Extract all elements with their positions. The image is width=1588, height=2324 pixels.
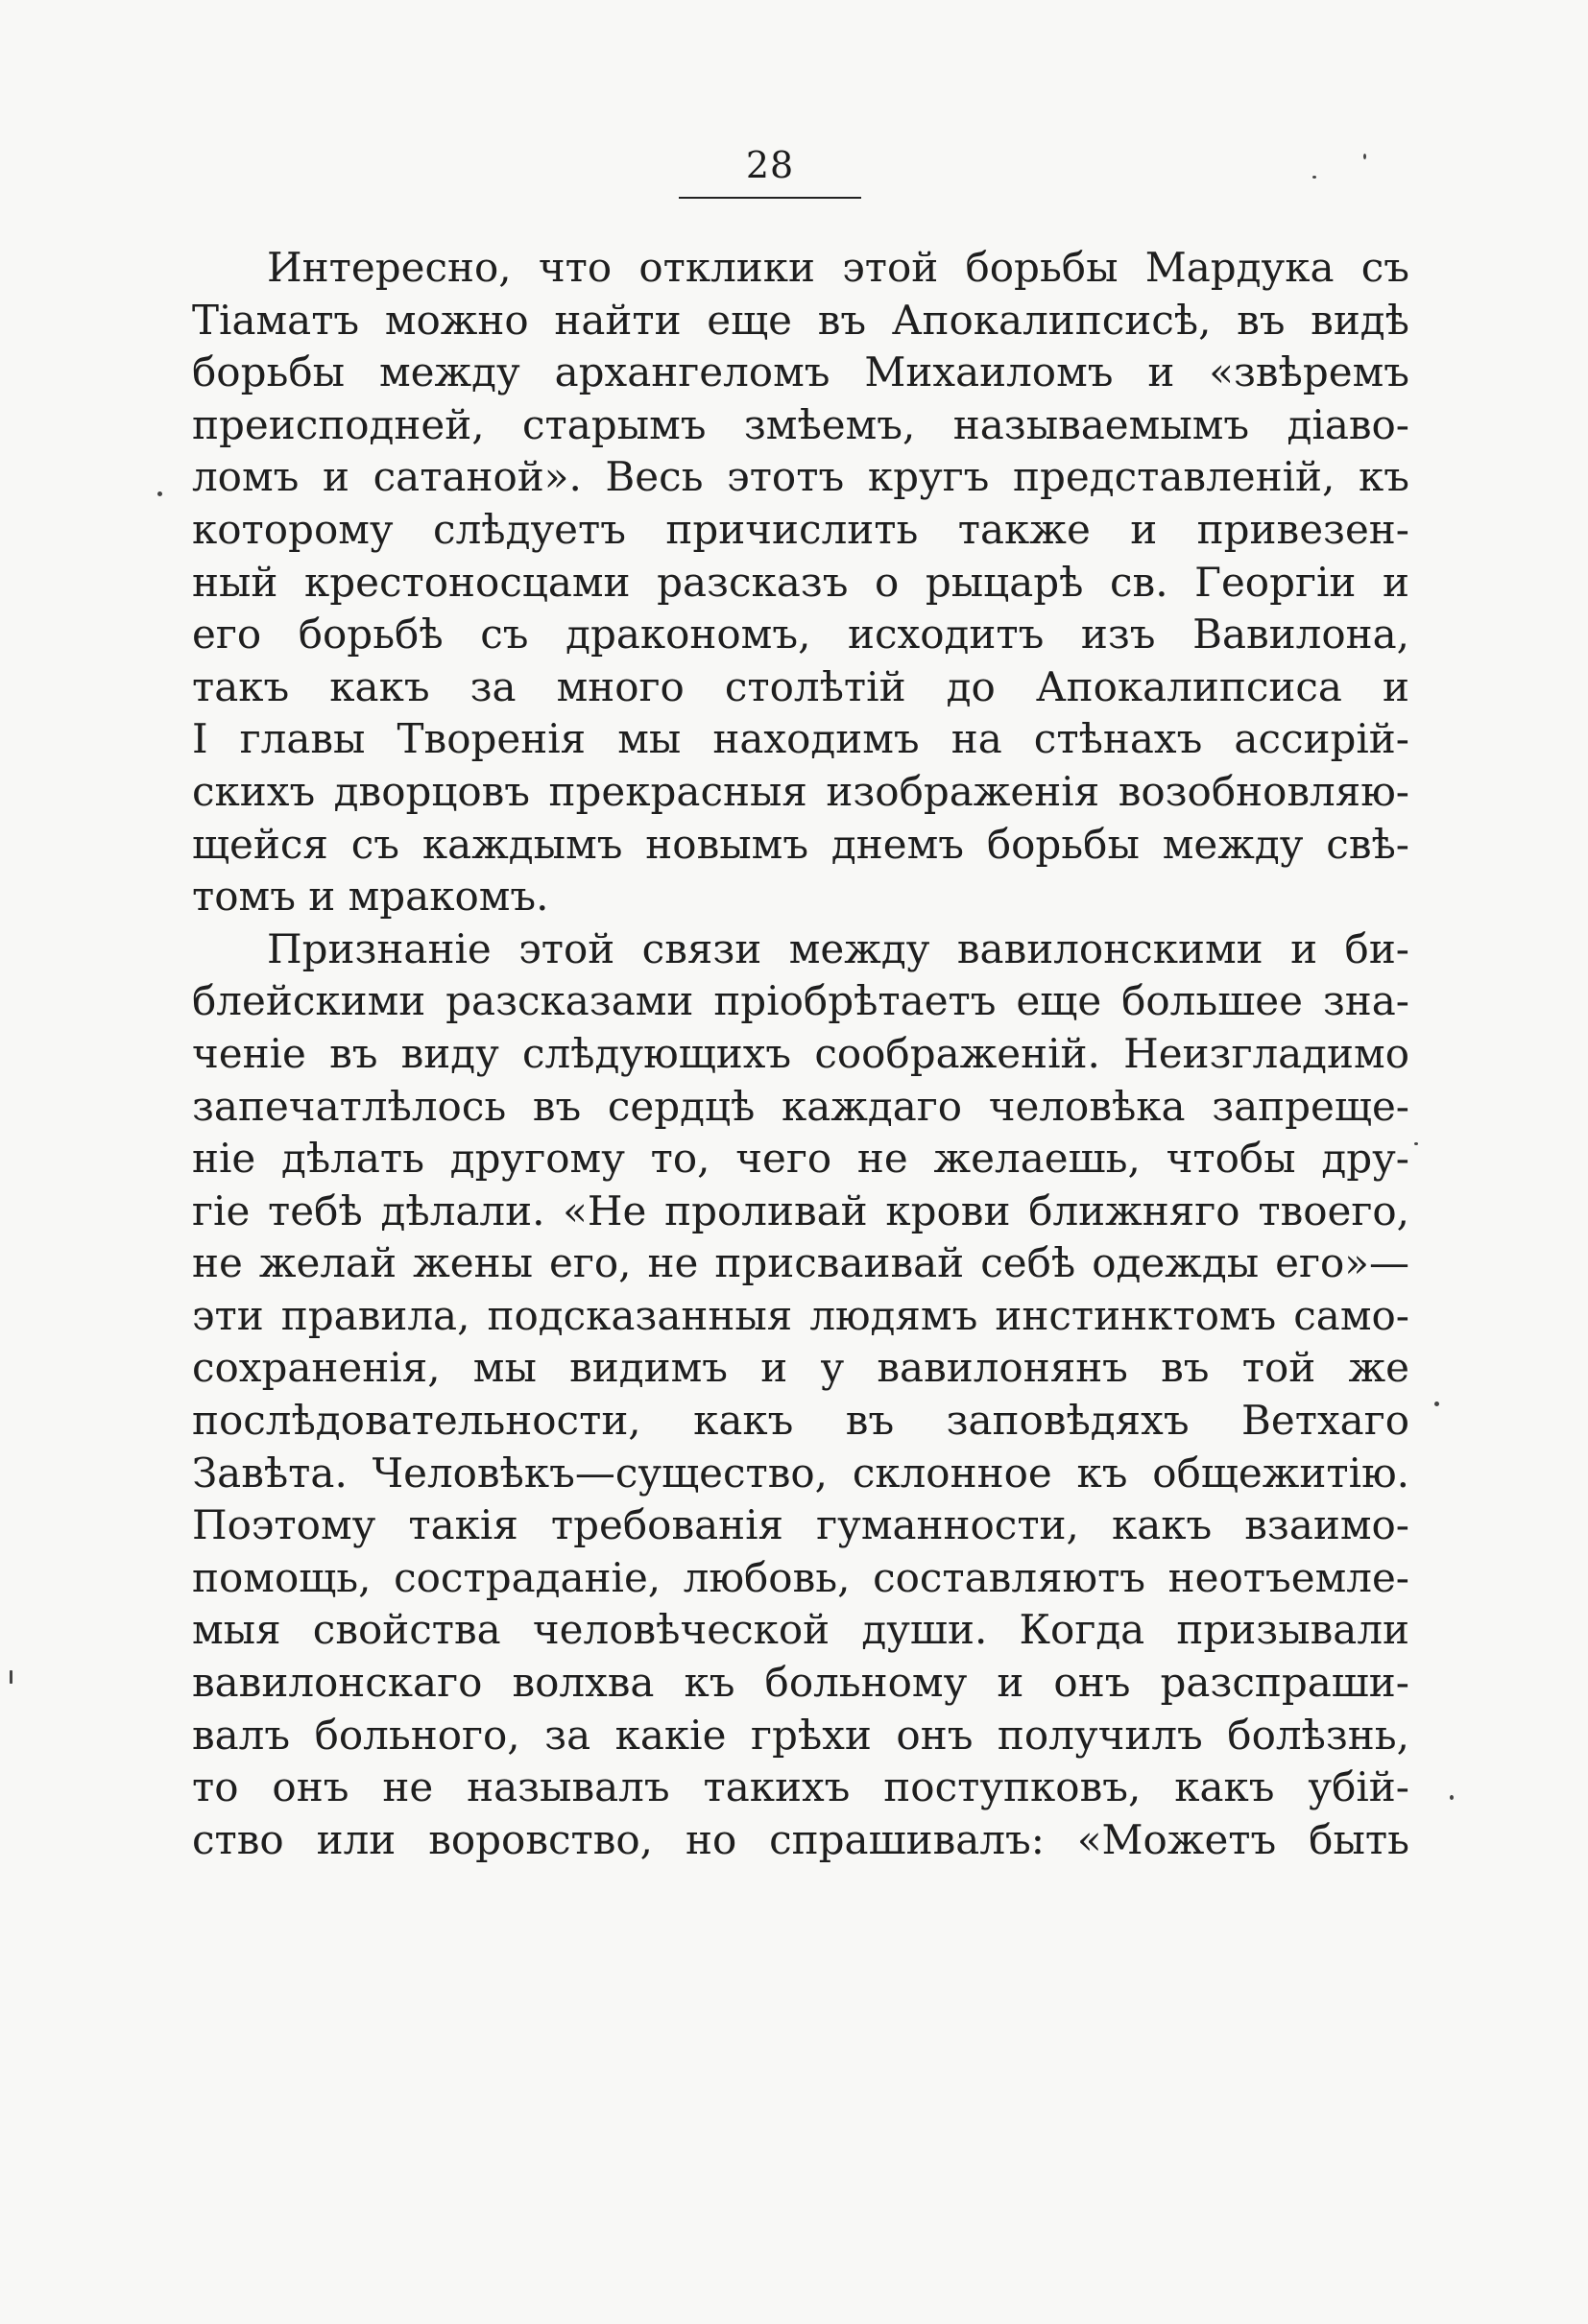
paragraph-1 <box>192 242 1409 923</box>
scan-speck <box>1434 1402 1439 1406</box>
header-rule <box>679 197 861 199</box>
text-line: сохраненія, мы видимъ и у вавилонянъ въ той же <box>192 1344 1409 1392</box>
text-line: которому слѣдуетъ причислить также и привезен- <box>192 505 1409 553</box>
text-line: не желай жены его, не присваивай себѣ одежды его»— <box>192 1239 1409 1287</box>
text-line: помощь, состраданіе, любовь, составляютъ неотъемле- <box>192 1553 1409 1601</box>
text-line: I главы Творенія мы находимъ на стѣнахъ ассирій- <box>192 715 1409 763</box>
text-line: Интересно, что отклики этой борьбы Мардука съ <box>267 244 1409 291</box>
text-line: Завѣта. Человѣкъ—существо, склонное къ общежитію. <box>192 1449 1409 1497</box>
scan-speck <box>1312 176 1316 179</box>
text-line: преисподней, старымъ змѣемъ, называемымъ діаво- <box>192 400 1409 448</box>
text-line: запечатлѣлось въ сердцѣ каждаго человѣка запреще- <box>192 1082 1409 1130</box>
text-line: эти правила, подсказанныя людямъ инстинктомъ само- <box>192 1291 1409 1339</box>
text-line: ный крестоносцами разсказъ о рыцарѣ св. Георгіи и <box>192 558 1409 606</box>
text-line: блейскими разсказами пріобрѣтаетъ еще большее зна- <box>192 977 1409 1025</box>
text-line: такъ какъ за много столѣтій до Апокалипсиса и <box>192 662 1409 710</box>
text-line: ченіе въ виду слѣдующихъ соображеній. Неизгладимо <box>192 1029 1409 1077</box>
text-line: мыя свойства человѣческой души. Когда призывали <box>192 1606 1409 1654</box>
text-line: гіе тебѣ дѣлали. «Не проливай крови ближняго твоего, <box>192 1186 1409 1234</box>
text-line: его борьбѣ съ дракономъ, исходитъ изъ Вавилона, <box>192 611 1409 659</box>
text-line: то онъ не называлъ такихъ поступковъ, какъ убій- <box>192 1763 1409 1811</box>
scan-speck <box>1450 1795 1454 1800</box>
text-line: борьбы между архангеломъ Михаиломъ и «звѣремъ <box>192 348 1409 396</box>
text-line: валъ больного, за какіе грѣхи онъ получилъ болѣзнь, <box>192 1711 1409 1759</box>
text-line: Поэтому такія требованія гуманности, какъ взаимо- <box>192 1501 1409 1549</box>
text-line: щейся съ каждымъ новымъ днемъ борьбы между свѣ- <box>192 820 1409 868</box>
text-line: скихъ дворцовъ прекрасныя изображенія возобновляю- <box>192 767 1409 815</box>
text-line: Признаніе этой связи между вавилонскими и би- <box>267 924 1409 972</box>
text-line: Тіаматъ можно найти еще въ Апокалипсисѣ, въ видѣ <box>192 296 1409 344</box>
text-line: томъ и мракомъ. <box>192 873 549 921</box>
text-line: ство или воровство, но спрашивалъ: «Можетъ быть <box>192 1815 1409 1863</box>
text-line: послѣдовательности, какъ въ заповѣдяхъ Ветхаго <box>192 1397 1409 1445</box>
scan-speck <box>10 1670 12 1684</box>
body-text <box>192 242 1409 1866</box>
text-line: ніе дѣлать другому то, чего не желаешь, чтобы дру- <box>192 1135 1409 1183</box>
text-line: вавилонскаго волхва къ больному и онъ разспраши- <box>192 1659 1409 1707</box>
paragraph-2 <box>192 923 1409 1867</box>
page-number: 28 <box>745 144 795 186</box>
text-line: ломъ и сатаной». Весь этотъ кругъ представленій, къ <box>192 453 1409 501</box>
scan-speck <box>1363 154 1366 159</box>
scan-speck <box>157 491 162 496</box>
scan-speck <box>1414 1142 1418 1145</box>
